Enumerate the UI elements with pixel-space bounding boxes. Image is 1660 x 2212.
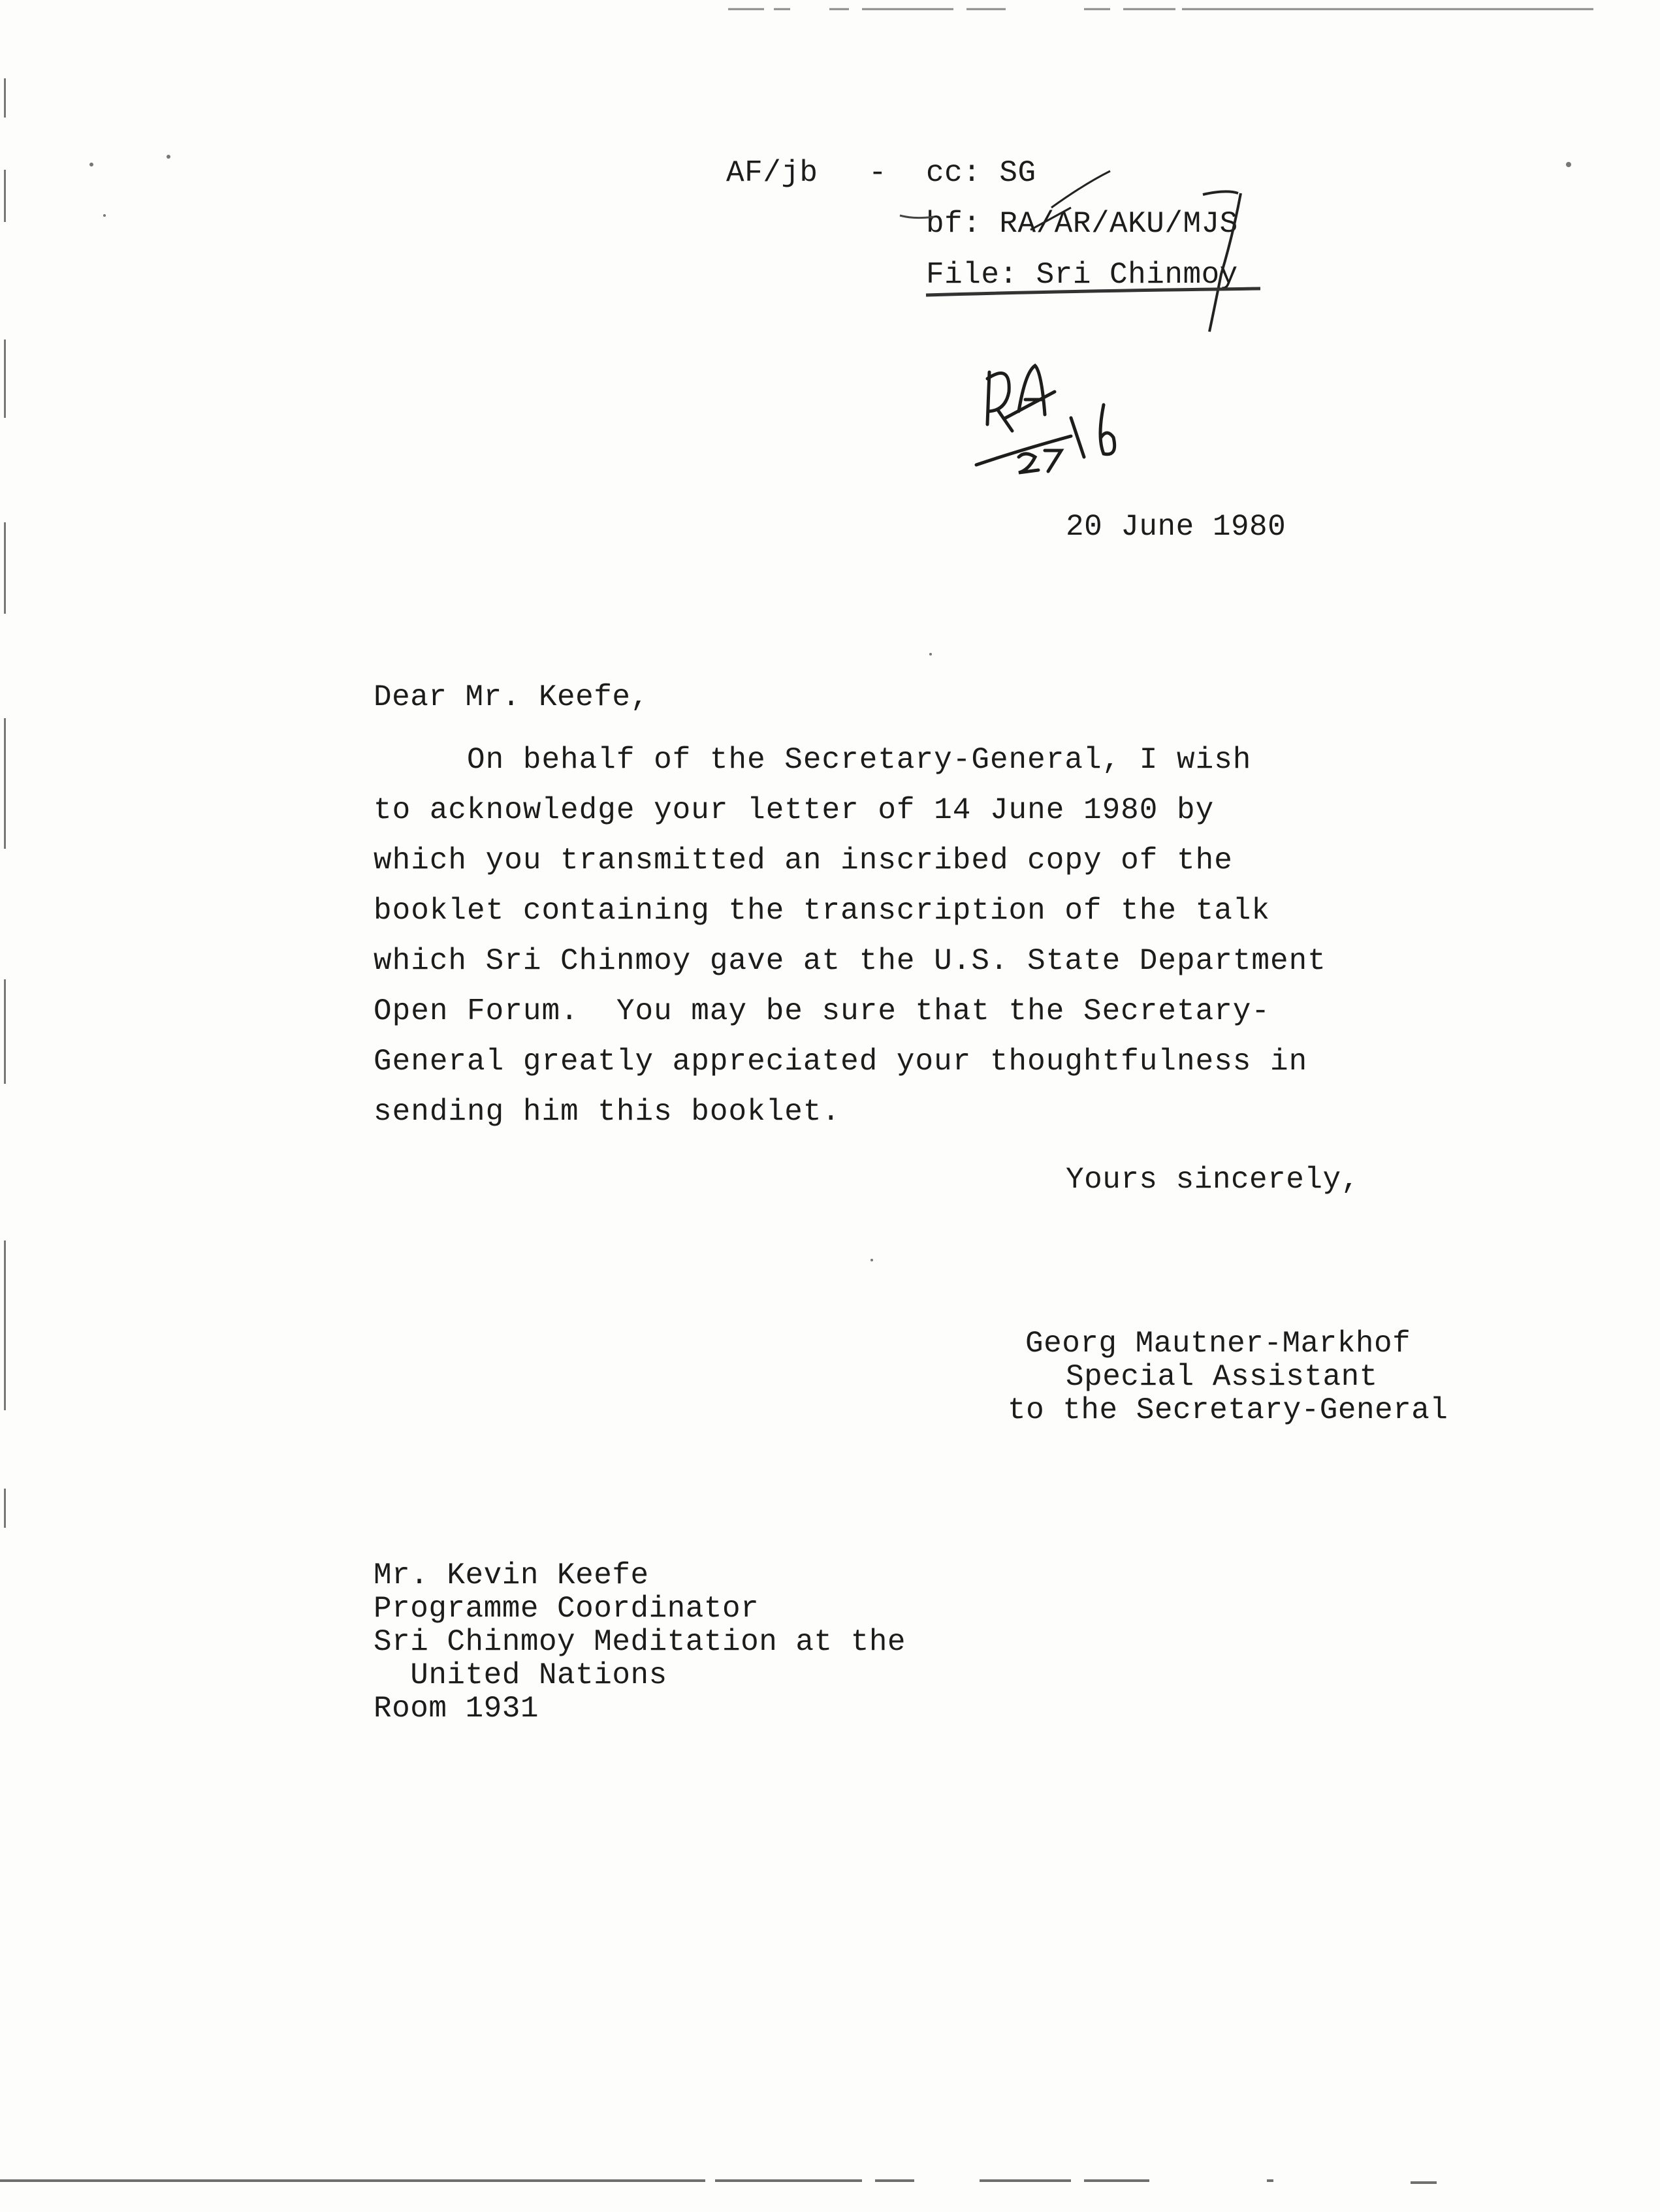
bf-line: bf: RA/AR/AKU/MJS — [926, 207, 1238, 241]
signatory-title: Special Assistant — [1066, 1360, 1378, 1394]
bottom-scan-edge — [0, 2181, 1437, 2183]
body-line: General greatly appreciated your thoughtfulness in — [374, 1045, 1308, 1079]
signatory-title: to the Secretary-General — [1008, 1393, 1448, 1427]
body-line: booklet containing the transcription of the talk — [374, 894, 1271, 928]
body-line: On behalf of the Secretary-General, I wish — [374, 743, 1252, 777]
recipient-organization: Sri Chinmoy Meditation at the — [374, 1625, 906, 1659]
reference-initials: AF/jb — [726, 156, 818, 190]
cc-line: cc: SG — [926, 156, 1036, 190]
body-line: to acknowledge your letter of 14 June 1980 by — [374, 793, 1215, 827]
body-line: which Sri Chinmoy gave at the U.S. State Department — [374, 944, 1326, 978]
recipient-room: Room 1931 — [374, 1692, 539, 1726]
body-line: sending him this booklet. — [374, 1095, 841, 1129]
body-line: which you transmitted an inscribed copy of the — [374, 844, 1233, 877]
signatory-name: Georg Mautner-Markhof — [1025, 1327, 1411, 1361]
closing: Yours sincerely, — [1066, 1163, 1360, 1197]
body-line: Open Forum. You may be sure that the Secretary- — [374, 994, 1271, 1028]
cc-pen-slash — [1051, 171, 1110, 208]
salutation: Dear Mr. Keefe, — [374, 680, 649, 714]
recipient-title: Programme Coordinator — [374, 1592, 759, 1626]
recipient-organization: United Nations — [374, 1658, 667, 1692]
handwritten-initials — [976, 366, 1115, 473]
reference-dash: - — [869, 156, 887, 190]
recipient-name: Mr. Kevin Keefe — [374, 1558, 649, 1592]
file-line: File: Sri Chinmoy — [926, 258, 1238, 292]
letter-date: 20 June 1980 — [1066, 510, 1286, 544]
